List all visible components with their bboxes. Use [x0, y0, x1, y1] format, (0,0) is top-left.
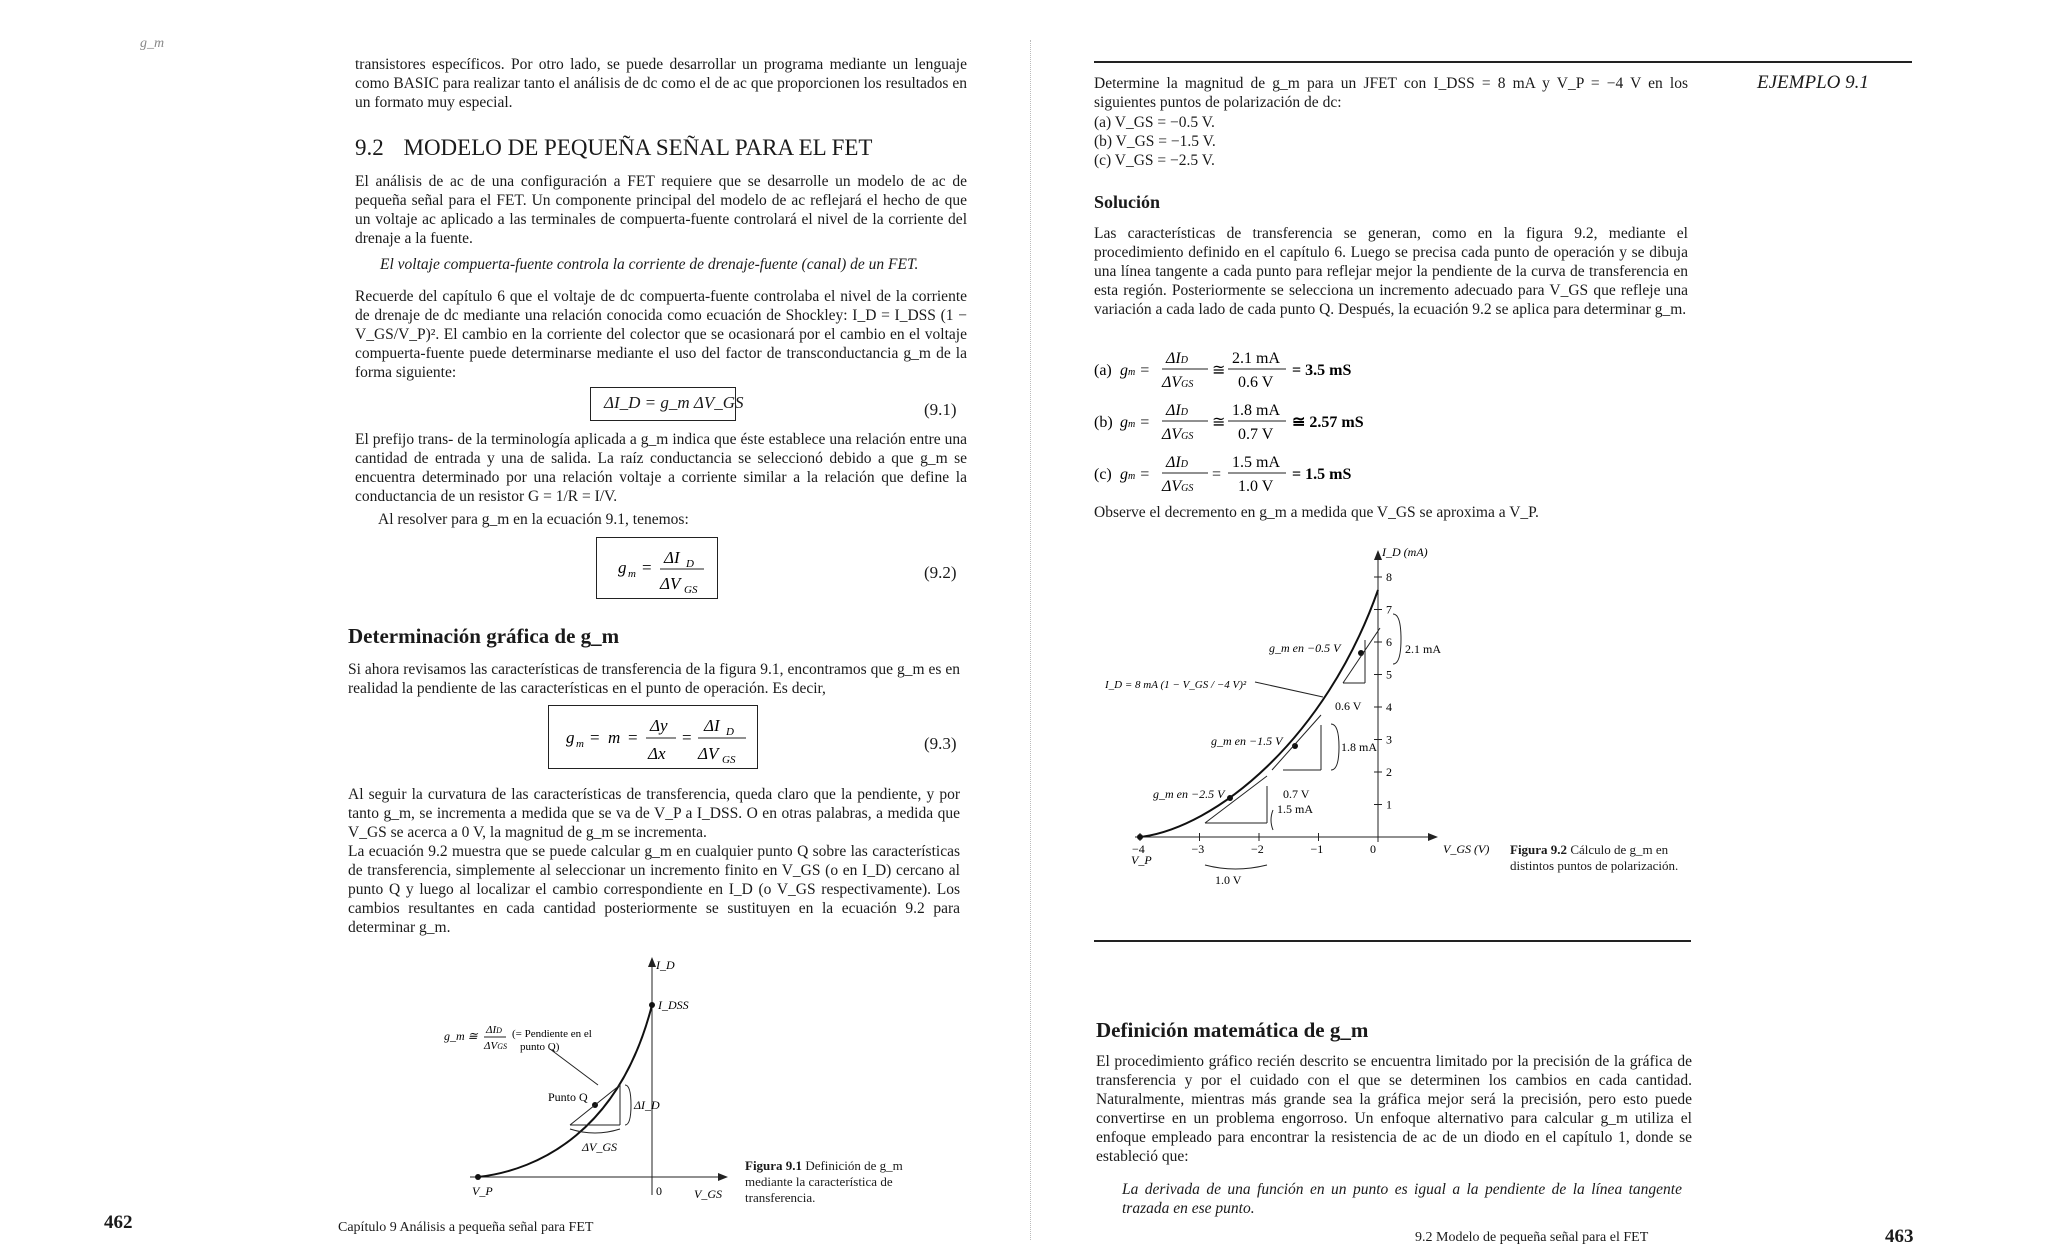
fig2-xtick-label: −3 [1191, 842, 1205, 856]
fig1-id-label: I_D [656, 958, 675, 972]
definition-italic: La derivada de una función en un punto es igual a la pendiente de la línea tangente trazada en ese punto. [1122, 1181, 1682, 1217]
paragraph-7: La ecuación 9.2 muestra que se puede calcular g_m en cualquier punto Q sobre las características de transferencia, simplemente al seleccionar un incremento finito en V_GS (o en I_D) cercano al punto Q y luego al localizar el cambio correspondiente en I_D (o V_GS respectivamente). Los cambios resultantes en cada cantidad posteriormente se sustituyen en la ecuación 9.2 para determinar g_m. [348, 843, 960, 936]
svg-text:≅ 2.57 mS: ≅ 2.57 mS [1292, 414, 1364, 431]
figure-9-1-caption [745, 1158, 915, 1206]
example-rule-top [1094, 61, 1912, 63]
svg-text:=: = [642, 558, 652, 577]
figure-9-2-caption-bold: Figura 9.2 [1510, 842, 1568, 857]
svg-text:ΔVGS: ΔVGS [1162, 374, 1194, 391]
svg-text:ΔV: ΔV [660, 574, 681, 593]
svg-text:=: = [628, 728, 638, 747]
paragraph-3: El prefijo trans- de la terminología aplicada a g_m indica que éste establece una relación entre una cantidad de entrada y una de salida. La raíz conductancia se seleccionó debido a que g_m se encuentra determinado por una relación voltaje a corriente similar a la relación que define la conductancia de un resistor G = 1/R = I/V. [355, 431, 967, 505]
page-number-right: 463 [1885, 1226, 1914, 1247]
svg-text:(b): (b) [1094, 414, 1113, 431]
svg-text:gm =: gm = [1120, 362, 1151, 379]
fig2-d06: 0.6 V [1335, 699, 1362, 713]
example-problem: Determine la magnitud de g_m para un JFET con I_DSS = 8 mA y V_P = −4 V en los siguientes puntos de polarización de dc: [1094, 75, 1688, 111]
subsection-heading-graphical: Determinación gráfica de g_m [348, 624, 620, 648]
svg-text:gm =: gm = [1120, 466, 1151, 483]
svg-text:ΔID: ΔID [1166, 350, 1188, 367]
svg-text:ΔID: ΔID [1166, 402, 1188, 419]
fig2-ytick-label: 3 [1386, 732, 1392, 747]
fig2-ytick-label: 6 [1386, 635, 1392, 649]
fig1-punto-q: Punto Q [548, 1090, 588, 1104]
fig1-idss-label: I_DSS [658, 998, 689, 1012]
corner-mark: g_m [140, 36, 165, 51]
equation-9-3-number: (9.3) [924, 734, 957, 753]
svg-text:g: g [618, 558, 627, 577]
solution-paragraph: Las características de transferencia se generan, como en la figura 9.2, mediante el procedimiento definido en el capítulo 6. Luego se precisa cada punto de operación y se dibuja una línea tangente a cada punto para reflejar mejor la pendiente de la curva de transferencia en esta región. Posteriormente se selecciona un incremento adecuado para V_GS que refleje una variación a cada lado de cada punto Q. Después, la ecuación 9.2 se aplica para determinar g_m. [1094, 225, 1688, 318]
definition-paragraph: El procedimiento gráfico recién descrito se encuentra limitado por la precisión de la gráfica de transferencia y por el cuidado con el que se determinen los cambios en cada cantidad. Naturalmente, mientras más grande sea la gráfica mejor será la precisión, pero esto puede convertirse en un problema engorroso. Un enfoque alternativo para calcular g_m utiliza el enfoque empleado para encontrar la resistencia de ac de un diodo en el capítulo 1, donde se estableció que: [1096, 1053, 1692, 1165]
fig2-d07: 0.7 V [1283, 787, 1310, 801]
fig1-vgs: V_GS [694, 1187, 722, 1201]
svg-text:ΔI: ΔI [704, 716, 720, 735]
figure-9-1-caption-bold: Figura 9.1 [745, 1158, 803, 1173]
figure-9-1-caption-text: Definición de g_m mediante la característica de transferencia. [745, 1158, 903, 1205]
svg-text:2.1 mA: 2.1 mA [1232, 350, 1280, 367]
svg-text:≅: ≅ [1212, 362, 1226, 379]
svg-text:ΔVGS: ΔVGS [484, 1040, 507, 1052]
fig2-ytick-label: 1 [1386, 797, 1392, 812]
svg-text:= 3.5 mS: = 3.5 mS [1292, 362, 1352, 379]
calc-a [1094, 350, 1351, 391]
svg-text:1.8 mA: 1.8 mA [1232, 402, 1280, 419]
example-item-c: (c) V_GS = −2.5 V. [1094, 152, 1215, 169]
figure-9-2-caption-text: Cálculo de g_m en distintos puntos de polarización. [1510, 842, 1679, 873]
equation-9-2 [596, 537, 716, 597]
svg-text:(c): (c) [1094, 466, 1112, 483]
svg-text:=: = [1212, 466, 1222, 483]
svg-text:ΔI: ΔI [664, 548, 680, 567]
equation-9-1-number: (9.1) [924, 400, 957, 419]
example-item-b: (b) V_GS = −1.5 V. [1094, 133, 1216, 150]
svg-text:GS: GS [684, 584, 698, 596]
svg-text:m: m [576, 738, 584, 750]
svg-text:m: m [608, 728, 621, 747]
svg-text:1.0 V: 1.0 V [1238, 478, 1274, 495]
fig2-xtick-label: −1 [1310, 842, 1324, 856]
figure-9-1 [430, 955, 740, 1210]
svg-text:=: = [590, 728, 600, 747]
equation-9-1: ΔI_D = g_m ΔV_GS [604, 393, 744, 412]
fig1-pendiente-2: punto Q) [520, 1041, 560, 1053]
equation-9-2-number: (9.2) [924, 563, 957, 582]
fig2-xtick-label: −2 [1251, 842, 1264, 856]
intro-paragraph: transistores específicos. Por otro lado, se puede desarrollar un programa mediante un lenguaje como BASIC para realizar tanto el análisis de dc como el de ac que proporcionen los resultados en un formato muy especial. [355, 56, 967, 111]
fig2-ytick-label: 4 [1386, 700, 1392, 714]
fig2-d10: 1.0 V [1215, 873, 1242, 887]
equation-9-3 [548, 705, 756, 767]
fig2-id-label: I_D (mA) [1382, 545, 1428, 559]
fig2-gm15-label: g_m en −1.5 V [1211, 734, 1283, 748]
fig2-vp-label: V_P [1131, 853, 1152, 867]
fig2-gm05-label: g_m en −0.5 V [1269, 641, 1341, 655]
paragraph-italic: El voltaje compuerta-fuente controla la corriente de drenaje-fuente (canal) de un FET. [380, 256, 919, 273]
fig2-vp-point [1137, 834, 1143, 840]
fig2-shockley: I_D = 8 mA (1 − V_GS / −4 V)² [1105, 679, 1247, 691]
fig2-ytick-label: 5 [1386, 667, 1392, 682]
fig1-zero: 0 [656, 1184, 662, 1198]
example-label: EJEMPLO 9.1 [1757, 72, 1869, 93]
fig2-xtick-label: −4 [1132, 842, 1145, 856]
fig1-vp: V_P [472, 1184, 493, 1198]
svg-text:0.7 V: 0.7 V [1238, 426, 1274, 443]
svg-text:g: g [566, 728, 575, 747]
paragraph-6: Al seguir la curvatura de las características de transferencia, queda claro que la pendiente, y por tanto g_m, se incrementa a medida que se va de V_P a I_DSS. O en otras palabras, a medida que V_GS se acerca a 0 V, la magnitud de g_m se incrementa. [348, 786, 960, 841]
paragraph-1: El análisis de ac de una configuración a FET requiere que se desarrolle un modelo de ac de pequeña señal para el FET. Un componente principal del modelo de ac reflejará el hecho de que un voltaje ac aplicado a las terminales de compuerta-fuente controlará el nivel de la corriente del drenaje a la fuente. [355, 173, 967, 247]
fig2-d21: 2.1 mA [1405, 642, 1441, 656]
section-title: MODELO DE PEQUEÑA SEÑAL PARA EL FET [403, 135, 873, 160]
svg-text:GS: GS [722, 754, 736, 766]
svg-text:1.5 mA: 1.5 mA [1232, 454, 1280, 471]
svg-text:Δy: Δy [650, 716, 668, 735]
svg-text:ΔV: ΔV [698, 744, 719, 763]
fig2-ytick-label: 7 [1386, 602, 1392, 617]
svg-text:gm =: gm = [1120, 414, 1151, 431]
footer-left: Capítulo 9 Análisis a pequeña señal para FET [338, 1220, 594, 1235]
page-number-left: 462 [104, 1212, 133, 1233]
fig2-gm25-label: g_m en −2.5 V [1153, 787, 1225, 801]
fig2-d15: 1.5 mA [1277, 802, 1313, 816]
svg-text:D: D [726, 726, 734, 738]
svg-text:≅: ≅ [1212, 414, 1226, 431]
fig2-ytick-label: 8 [1386, 570, 1392, 584]
subsection-heading-mathematical: Definición matemática de g_m [1096, 1018, 1369, 1042]
fig1-pendiente: (= Pendiente en el [512, 1028, 592, 1040]
calc-c [1094, 454, 1351, 495]
svg-text:ΔID: ΔID [1166, 454, 1188, 471]
svg-text:(a): (a) [1094, 362, 1112, 379]
footer-right: 9.2 Modelo de pequeña señal para el FET [1415, 1230, 1649, 1245]
fig2-vgs-label: V_GS (V) [1443, 842, 1490, 856]
svg-text:ΔVGS: ΔVGS [1162, 426, 1194, 443]
svg-text:=: = [682, 728, 692, 747]
fig2-ytick-label: 2 [1386, 765, 1392, 779]
fig2-q-25 [1227, 795, 1233, 801]
example-item-a: (a) V_GS = −0.5 V. [1094, 114, 1215, 131]
section-number: 9.2 [355, 135, 384, 160]
fig2-xtick-label: 0 [1370, 842, 1376, 856]
paragraph-4: Al resolver para g_m en la ecuación 9.1, tenemos: [378, 511, 689, 528]
fig1-delta-id: ΔI_D [634, 1098, 660, 1112]
page-gutter [1030, 40, 1033, 1240]
observe-line: Observe el decremento en g_m a medida que V_GS se aproxima a V_P. [1094, 504, 1539, 521]
fig1-delta-vgs: ΔV_GS [582, 1140, 618, 1154]
section-heading [355, 135, 872, 161]
svg-text:D: D [686, 558, 694, 570]
svg-text:= 1.5 mS: = 1.5 mS [1292, 466, 1352, 483]
calc-block [1090, 345, 1490, 500]
svg-text:m: m [628, 568, 636, 580]
svg-text:0.6 V: 0.6 V [1238, 374, 1274, 391]
calc-b [1094, 402, 1364, 443]
fig2-d18: 1.8 mA [1341, 740, 1377, 754]
example-rule-bottom [1094, 940, 1691, 942]
svg-text:ΔID: ΔID [486, 1024, 502, 1036]
paragraph-5: Si ahora revisamos las características de transferencia de la figura 9.1, encontramos que g_m es en realidad la pendiente de las características en el punto de operación. Es decir, [348, 661, 960, 697]
figure-9-2 [1095, 540, 1495, 900]
paragraph-2: Recuerde del capítulo 6 que el voltaje de dc compuerta-fuente controlaba el nivel de la corriente de drenaje de dc mediante una relación conocida como ecuación de Shockley: I_D = I_DSS (1 − V_GS/V_P)². El cambio en la corriente del colector que se ocasionará por el cambio en el voltaje compuerta-fuente puede determinarse mediante el uso del factor de transconductancia g_m de la forma siguiente: [355, 288, 967, 381]
solution-heading: Solución [1094, 192, 1161, 212]
figure-9-2-caption [1510, 842, 1680, 874]
fig1-gm-label: g_m ≅ [444, 1029, 478, 1043]
svg-text:Δx: Δx [648, 744, 666, 763]
svg-text:ΔVGS: ΔVGS [1162, 478, 1194, 495]
